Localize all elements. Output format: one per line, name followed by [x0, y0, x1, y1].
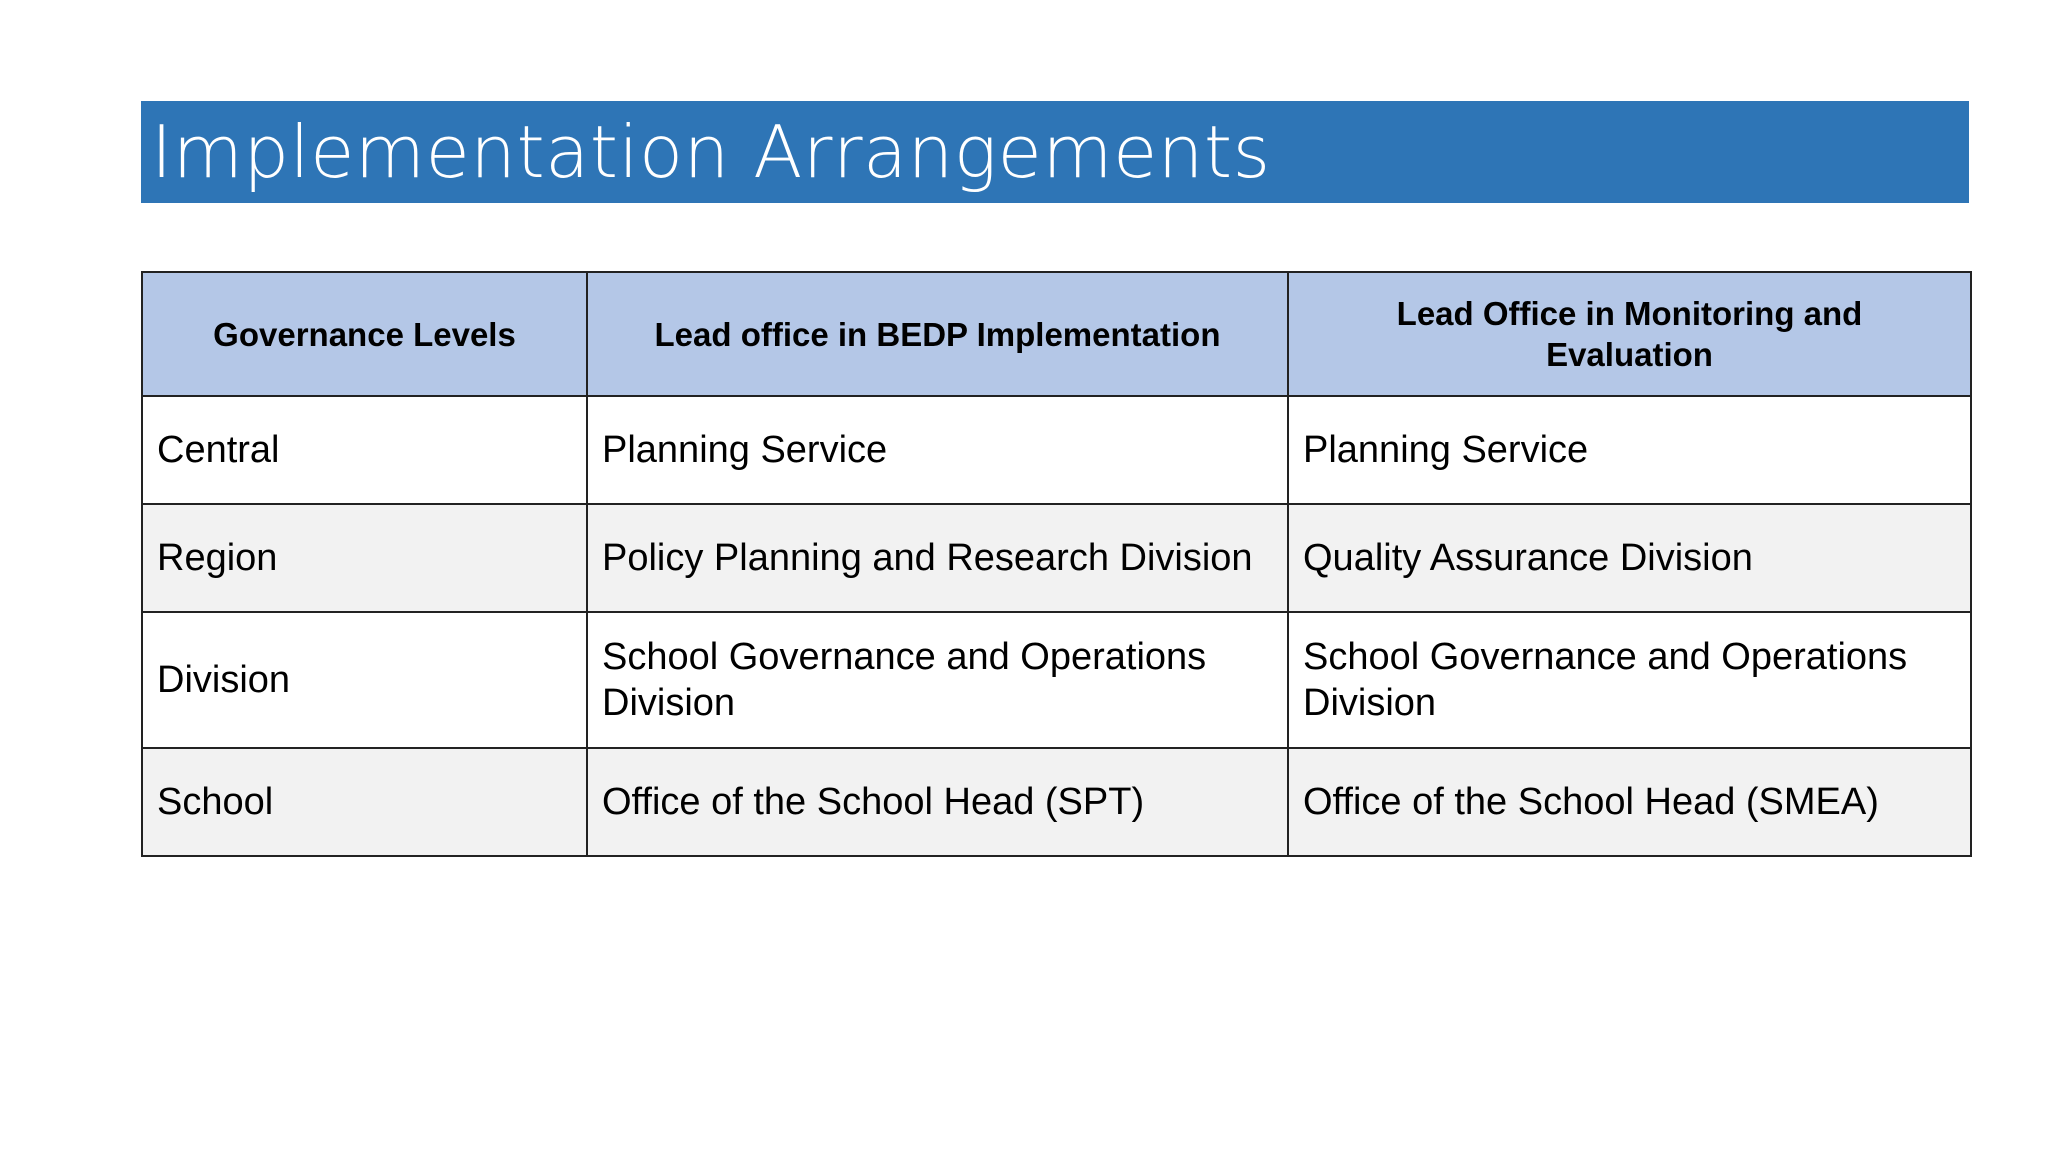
cell-monitoring: Quality Assurance Division	[1288, 504, 1971, 612]
cell-implementation: Planning Service	[587, 396, 1288, 504]
table-row-school	[142, 748, 1971, 856]
table-header-row	[142, 272, 1971, 396]
slide-title: Implementation Arrangements	[151, 110, 1271, 194]
cell-level: Central	[142, 396, 587, 504]
table-row-region	[142, 504, 1971, 612]
cell-implementation: Policy Planning and Research Division	[587, 504, 1288, 612]
header-governance-levels: Governance Levels	[142, 272, 587, 396]
cell-level: Region	[142, 504, 587, 612]
cell-level: Division	[142, 612, 587, 748]
table-row-central	[142, 396, 1971, 504]
cell-monitoring: Office of the School Head (SMEA)	[1288, 748, 1971, 856]
table-row-division	[142, 612, 1971, 748]
header-lead-office-implementation: Lead office in BEDP Implementation	[587, 272, 1288, 396]
title-bar	[141, 101, 1969, 203]
header-lead-office-monitoring: Lead Office in Monitoring and Evaluation	[1288, 272, 1971, 396]
cell-implementation: Office of the School Head (SPT)	[587, 748, 1288, 856]
implementation-table	[141, 271, 1972, 857]
cell-level: School	[142, 748, 587, 856]
cell-implementation: School Governance and Operations Division	[587, 612, 1288, 748]
cell-monitoring: School Governance and Operations Division	[1288, 612, 1971, 748]
cell-monitoring: Planning Service	[1288, 396, 1971, 504]
